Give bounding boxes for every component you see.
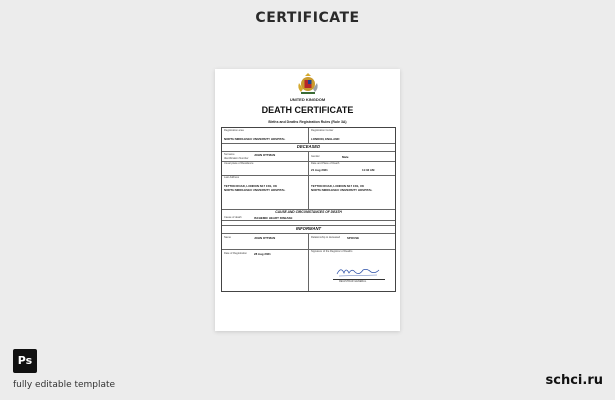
- field-label: Signature of the Registrar of Deaths: [311, 250, 353, 253]
- field-label: Registration Center: [311, 129, 334, 132]
- field-label: Usual place of Residence: [224, 162, 254, 165]
- field-value: JOHN OTTMAN: [254, 236, 276, 240]
- divider: [222, 175, 395, 176]
- section-heading: INFORMANT: [295, 226, 322, 231]
- field-label: Relationship to deceased: [311, 236, 341, 239]
- signature-icon: [333, 264, 385, 279]
- field-value: JOHN OTTMAN: [254, 153, 276, 157]
- field-value: NORTH MIDDLESEX UNIVERSITY HOSPITAL: [224, 137, 286, 141]
- field-label: Gender: [311, 155, 320, 158]
- field-value: NORTH MIDDLESEX UNIVERSITY HOSPITAL: [311, 188, 373, 192]
- certificate-sheet: [215, 69, 400, 331]
- field-value: NORTH MIDDLESEX UNIVERSITY HOSPITAL: [224, 188, 286, 192]
- royal-coat-of-arms-icon: [295, 71, 321, 97]
- divider: [308, 128, 309, 143]
- field-value: TETTON ROAD, LONDON N17 1SS, UK: [311, 184, 365, 188]
- section-heading: DECEASED: [296, 144, 321, 149]
- field-value: ISCHEMIC HEART DISEASE: [254, 216, 293, 220]
- field-label: Date and Place of Death: [311, 162, 340, 165]
- field-label: Registration area: [224, 129, 244, 132]
- field-value: 11:32 AM: [362, 168, 375, 172]
- field-value: 28 Aug 2021: [254, 252, 271, 256]
- section-heading: CAUSE AND CIRCUMSTANCES OF DEATH: [275, 210, 342, 214]
- field-value: 21 Aug 2021: [311, 168, 328, 172]
- divider: [222, 220, 395, 221]
- page-title: CERTIFICATE: [255, 10, 360, 26]
- field-value: LONDON, ENGLAND: [311, 137, 340, 141]
- field-value: Male: [342, 155, 349, 159]
- registrar-name: REGISTRAR GENERAL: [339, 280, 367, 283]
- divider: [308, 151, 309, 209]
- field-label: Identification Number: [224, 157, 249, 160]
- registrar-signature: [333, 264, 385, 284]
- brand-name: schci.ru: [545, 373, 603, 388]
- field-label: Surname: [224, 153, 235, 156]
- field-label: Date of Registration: [224, 252, 247, 255]
- photoshop-icon: Ps: [13, 349, 37, 373]
- tagline: fully editable template: [13, 380, 116, 390]
- field-label: Cause of death: [224, 216, 242, 219]
- divider: [308, 233, 309, 249]
- certificate-subtitle: Births and Deaths Registration Rules (Rule 3A): [268, 120, 347, 124]
- field-label: Name: [224, 236, 231, 239]
- divider: [308, 249, 309, 291]
- field-value: TETTON ROAD, LONDON N17 1SS, UK: [224, 184, 278, 188]
- certificate-title: DEATH CERTIFICATE: [261, 105, 354, 115]
- country-label: UNITED KINGDOM: [289, 97, 326, 102]
- field-label: Last Address: [224, 176, 239, 179]
- field-value: SPOUSE: [347, 236, 360, 240]
